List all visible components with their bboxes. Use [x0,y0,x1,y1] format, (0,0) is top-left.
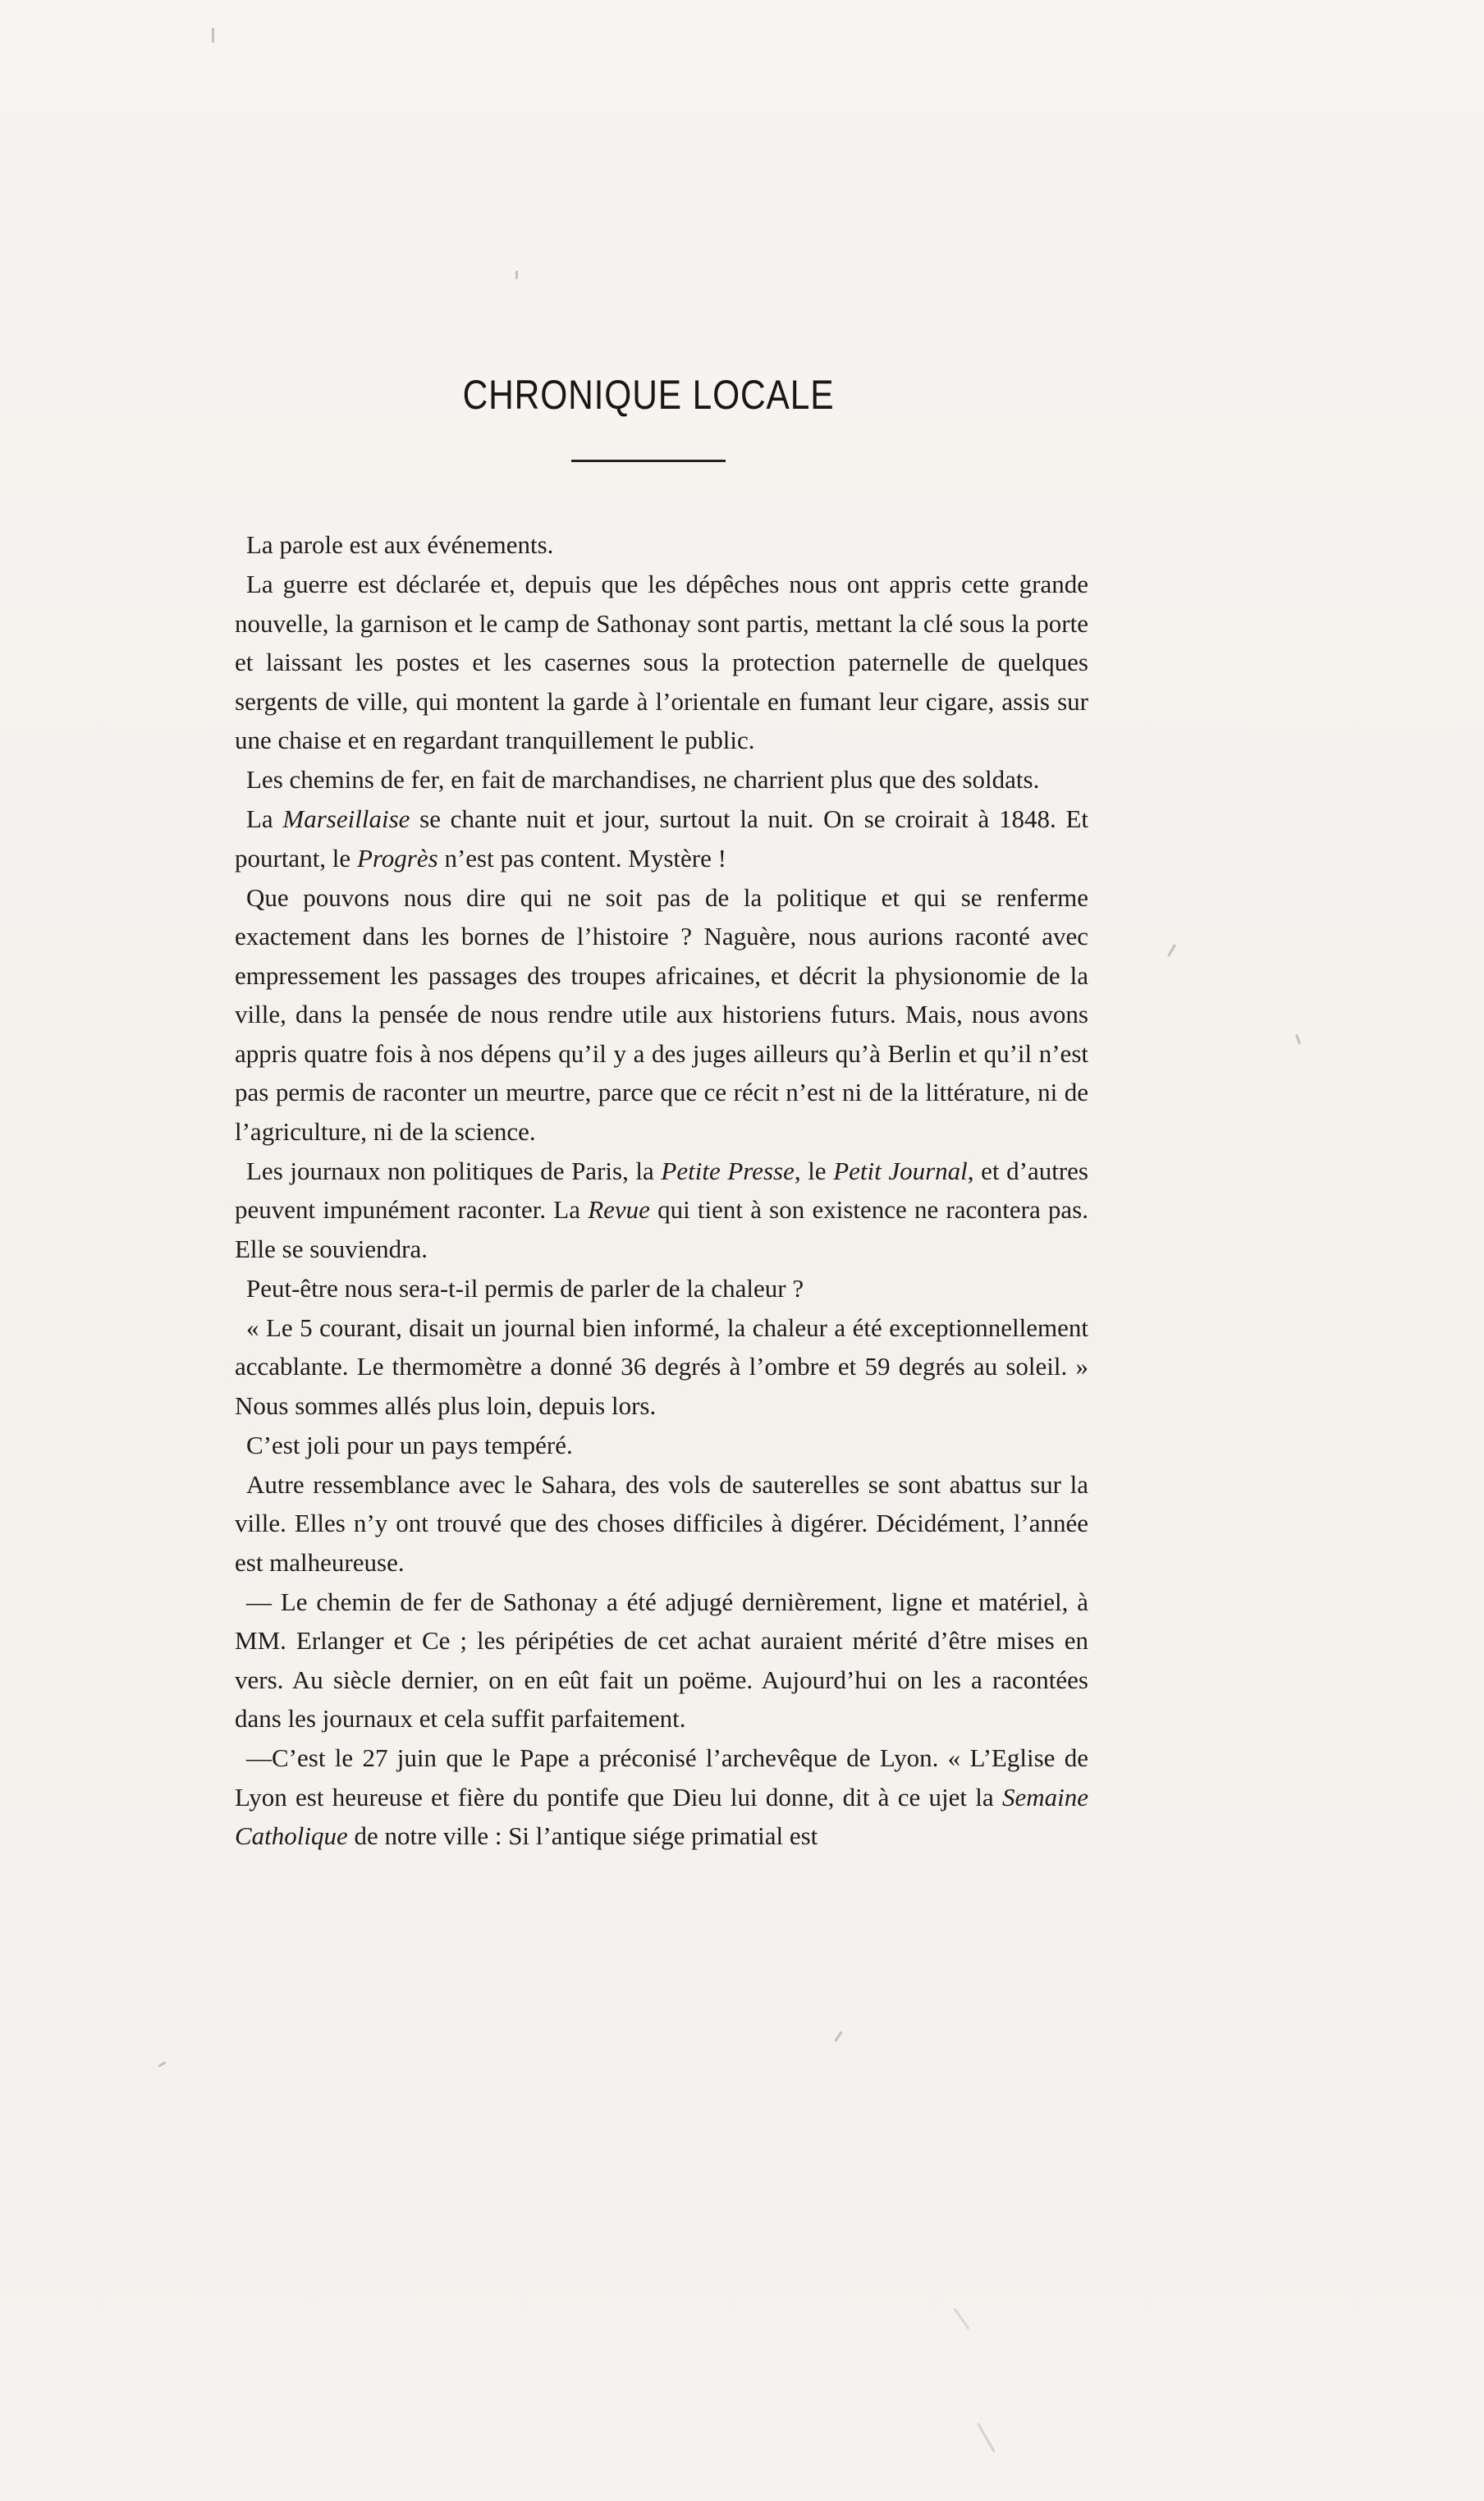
paper-speck [212,28,214,43]
text-run: La [246,804,283,833]
paragraph: C’est joli pour un pays tempéré. [246,1430,573,1459]
italic-title: Petite Presse [661,1156,795,1185]
paragraph: Peut-être nous sera-t-il permis de parler de la chaleur ? [246,1273,804,1303]
text-run: de notre ville : Si l’antique siége primatial est [347,1821,818,1850]
page-title: CHRONIQUE LOCALE [462,372,835,418]
paragraph: « Le 5 courant, disait un journal bien informé, la chaleur a été exceptionnellement accablante. Le thermomètre a donné 36 degrés à l’ombre et 59 degrés au soleil. » Nous sommes allés plus loin, depuis lors. [235,1312,1088,1420]
paragraph: Les chemins de fer, en fait de marchandises, ne charrient plus que des soldats. [246,765,1040,794]
text-run: , le [794,1156,834,1185]
paper-speck [158,2061,166,2068]
text-run: , et d’autres peuvent impunément raconter. La [235,1156,1088,1224]
text-run: se chante nuit et jour, surtout la nuit. On se croirait à 1848. Et pourtant, le [235,804,1088,873]
paragraph [235,1738,1088,1856]
paragraph: Autre ressemblance avec le Sahara, des vols de sauterelles se sont abattus sur la ville. Elles n’y ont trouvé que des choses difficiles à digérer. Décidément, l’année est malheureuse. [235,1469,1088,1577]
article-body [235,525,1088,1856]
text-run: Les journaux non politiques de Paris, la [246,1156,662,1185]
paper-speck [954,2308,970,2329]
text-run: —C’est le 27 juin que le Pape a préconisé l’archevêque de Lyon. « L’Eglise de Lyon est heureuse et fière du pontife que Dieu lui donne, dit à ce ujet la [235,1743,1088,1812]
text-run: n’est pas content. Mystère ! [437,843,726,873]
paper-speck [1295,1034,1301,1044]
paper-speck [834,2031,842,2041]
italic-title: Revue [588,1195,650,1224]
text-run: qui tient à son existence ne racontera pas. Elle se souviendra. [235,1195,1088,1263]
paragraph [235,799,1088,877]
italic-title: Marseillaise [282,804,410,833]
italic-title: Petit Journal [833,1156,968,1185]
paper-speck [1167,944,1176,956]
paper-speck [515,271,518,279]
paper-speck [977,2423,996,2453]
paragraph: Que pouvons nous dire qui ne soit pas de la politique et qui se renferme exactement dans les bornes de l’histoire ? Naguère, nous aurions raconté avec empressement les passages des troupes africaines, et décrit la physionomie de la ville, dans la pensée de nous rendre utile aux historiens futurs. Mais, nous avons appris quatre fois à nos dépens qu’il y a des juges ailleurs qu’à Berlin et qu’il n’est pas permis de raconter un meurtre, parce que ce récit n’est ni de la littérature, ni de l’agriculture, ni de la science. [235,882,1088,1146]
italic-title: Semaine Catholique [235,1782,1088,1850]
paragraph: La parole est aux événements. [246,530,554,559]
paragraph [235,1152,1088,1269]
paragraph: La guerre est déclarée et, depuis que les dépêches nous ont appris cette grande nouvelle, la garnison et le camp de Sathonay sont partis, mettant la clé sous la porte et laissant les postes et les casernes sous la protection paternelle de quelques sergents de ville, qui montent la garde à l’orientale en fumant leur cigare, assis sur une chaise et en regardant tranquillement le public. [235,570,1088,754]
paragraph: — Le chemin de fer de Sathonay a été adjugé dernièrement, ligne et matériel, à MM. Erlanger et Ce ; les péripéties de cet achat auraient mérité d’être mises en vers. Au siècle dernier, on en eût fait un poëme. Aujourd’hui on les a racontées dans les journaux et cela suffit parfaitement. [235,1587,1088,1733]
title-divider [571,460,726,462]
italic-title: Progrès [356,843,438,873]
